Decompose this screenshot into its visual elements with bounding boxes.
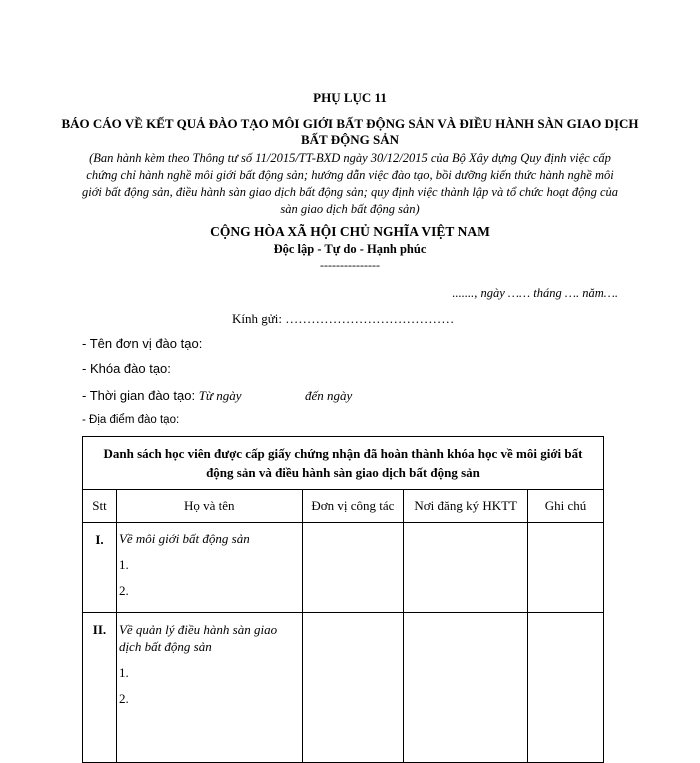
section-cell [116,613,302,763]
report-title: BÁO CÁO VỀ KẾT QUẢ ĐÀO TẠO MÔI GIỚI BẤT ĐỘNG SẢN VÀ ĐIỀU HÀNH SÀN GIAO DỊCH BẤT ĐỘNG SẢN [61,116,639,147]
column-header-name: Họ và tên [116,490,302,523]
training-unit-field: - Tên đơn vị đào tạo: [82,336,203,351]
column-header-stt: Stt [83,490,117,523]
time-from-label: Từ ngày [198,388,242,403]
list-item: 1. [118,557,129,572]
table-row [83,523,604,613]
legal-basis-note: (Ban hành kèm theo Thông tư số 11/2015/TT-BXD ngày 30/12/2015 của Bộ Xây dựng Quy định việc cấp chứng chỉ hành nghề môi giới bất động sản; hướng dẫn việc đào tạo, bồi dưỡng kiến thức hành nghề môi giới bất động sản, điều hành sàn giao dịch bất động sản; quy định việc thành lập và tổ chức hoạt động của sàn giao dịch bất động sản) [82,151,618,216]
table-header-row [83,490,604,523]
list-item: 1. [118,665,129,680]
list-item: 2. [118,691,129,706]
section-cell [116,523,302,613]
section-number: II. [83,613,117,763]
table-row [83,613,604,763]
date-line: ......., ngày …… tháng …. năm…. [452,286,618,300]
column-header-residence: Nơi đăng ký HKTT [404,490,528,523]
section-number: I. [83,523,117,613]
national-title: CỘNG HÒA XÃ HỘI CHỦ NGHĨA VIỆT NAM [210,224,490,239]
table-title: Danh sách học viên được cấp giấy chứng nhận đã hoàn thành khóa học về môi giới bất động sản và điều hành sàn giao dịch bất động sản [83,437,604,490]
section-label: Về môi giới bất động sản [118,531,250,546]
training-time-field [82,388,353,404]
student-list-table [82,436,604,763]
national-motto: Độc lập - Tự do - Hạnh phúc [273,242,427,256]
column-header-workplace: Đơn vị công tác [302,490,404,523]
training-place-field: - Địa điểm đào tạo: [82,414,180,426]
time-to-label: đến ngày [305,388,353,403]
course-field: - Khóa đào tạo: [82,361,171,376]
separator-line: --------------- [320,258,380,272]
section-label: Về quản lý điều hành sàn giao dịch bất động sản [118,622,278,654]
list-item: 2. [118,583,129,598]
training-time-label: - Thời gian đào tạo: [82,388,196,403]
column-header-notes: Ghi chú [528,490,604,523]
recipient-line: Kính gửi: ………………………………… [232,311,455,326]
appendix-heading: PHỤ LỤC 11 [313,90,387,105]
